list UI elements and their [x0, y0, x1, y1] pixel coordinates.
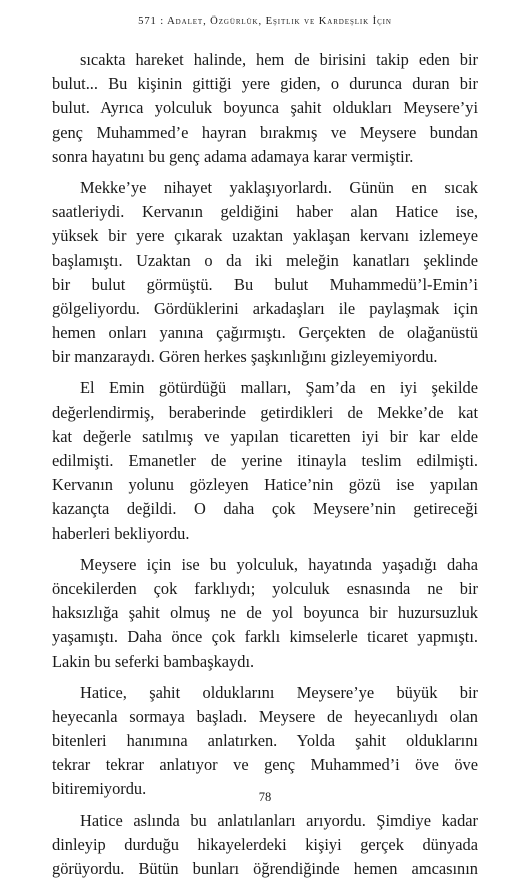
text-line: dinleyip durduğu hikayelerdeki kişiyi gerçek dünyada — [52, 834, 478, 854]
text-line: bitenleri hanımına anlatırken. Yolda şahit olduklarını — [52, 731, 478, 751]
paragraph — [52, 376, 478, 545]
paragraph — [52, 553, 478, 674]
text-line: sonra hayatını bu genç adama adamaya karar vermiştir. — [52, 146, 414, 166]
text-line: bulut. Ayrıca yolculuk boyunca şahit oldukları Meysere’yi — [52, 98, 478, 118]
text-line: gölgeliyordu. Gördüklerini arkadaşları ile paylaşmak için — [52, 298, 478, 318]
text-line: Meysere için ise bu yolculuk, hayatında yaşadığı daha — [80, 554, 478, 574]
paragraph — [52, 176, 478, 370]
text-line: yüksek bir yere çıkarak uzaktan yaklaşan kervanı izlemeye — [52, 226, 478, 246]
text-line: haksızlığa şahit olmuş ne de yol boyunca bir huzursuzluk — [52, 603, 478, 623]
running-header: 571 : Adalet, Özgürlük, Eşitlik ve Kardeşlik İçin — [138, 16, 392, 27]
text-line: tekrar tekrar anlatıyor ve genç Muhammed’i öve öve — [52, 755, 478, 775]
text-line: değerlendirmiş, beraberinde getirdikleri de Mekke’de kat — [52, 402, 478, 422]
text-line: kat değerle satılmış ve yapılan ticaretten iyi bir kar elde — [52, 426, 478, 446]
text-line: başlamıştı. Uzaktan o da iki meleğin kanatları şeklinde — [52, 250, 478, 270]
text-line: kazançta değildi. O daha çok Meysere’nin getireceği — [52, 499, 478, 519]
text-line: heyecanla sormaya başladı. Meysere de heyecanlıydı olan — [52, 706, 478, 726]
text-line: Kervanın yolunu gözleyen Hatice’nin gözü ise yapılan — [52, 475, 478, 495]
text-line: bulut... Bu kişinin gittiği yere giden, o durunca duran bir — [52, 74, 478, 94]
text-line: bitiremiyordu. — [52, 779, 147, 799]
text-line: öncekilerden çok farklıydı; yolculuk esnasında ne bir — [52, 578, 478, 598]
page-number: 78 — [258, 790, 272, 804]
paragraph — [52, 809, 478, 882]
text-line: haberleri bekliyordu. — [52, 523, 190, 543]
text-line: Mekke’ye nihayet yaklaşıyorlardı. Günün en sıcak — [80, 177, 478, 197]
text-line: yaşamıştı. Daha önce çok farklı kimselerle ticaret yapmıştı. — [52, 627, 478, 647]
text-line: görüyordu. Bütün bunları öğrendiğinde hemen amcasının — [52, 859, 478, 878]
text-line: hemen onları yanına çağırmıştı. Gerçekten de olağanüstü — [52, 323, 478, 343]
text-line: Hatice, şahit olduklarını Meysere’ye büyük bir — [80, 682, 478, 702]
paragraph — [52, 48, 478, 169]
book-page — [52, 0, 478, 878]
text-line: bir manzaraydı. Gören herkes şaşkınlığını gizleyemiyordu. — [52, 347, 438, 367]
text-line: El Emin götürdüğü malları, Şam’da en iyi şekilde — [80, 378, 478, 398]
text-line: bir bulut görmüştü. Bu bulut Muhammedü’l-Emin’i — [52, 274, 478, 294]
text-line: Lakin bu seferki bambaşkaydı. — [52, 651, 255, 671]
text-line: Hatice aslında bu anlatılanları arıyordu. Şimdiye kadar — [80, 810, 478, 830]
text-line: sıcakta hareket halinde, hem de birisini takip eden bir — [80, 50, 478, 69]
text-line: edilmişti. Emanetler de yerine itinayla teslim edilmişti. — [52, 451, 478, 470]
text-line: saatleriydi. Kervanın geldiğini haber alan Hatice ise, — [52, 202, 478, 222]
text-line: genç Muhammed’e hayran bırakmış ve Meysere bundan — [52, 122, 478, 142]
body-text — [52, 48, 478, 888]
paragraph — [52, 681, 478, 802]
